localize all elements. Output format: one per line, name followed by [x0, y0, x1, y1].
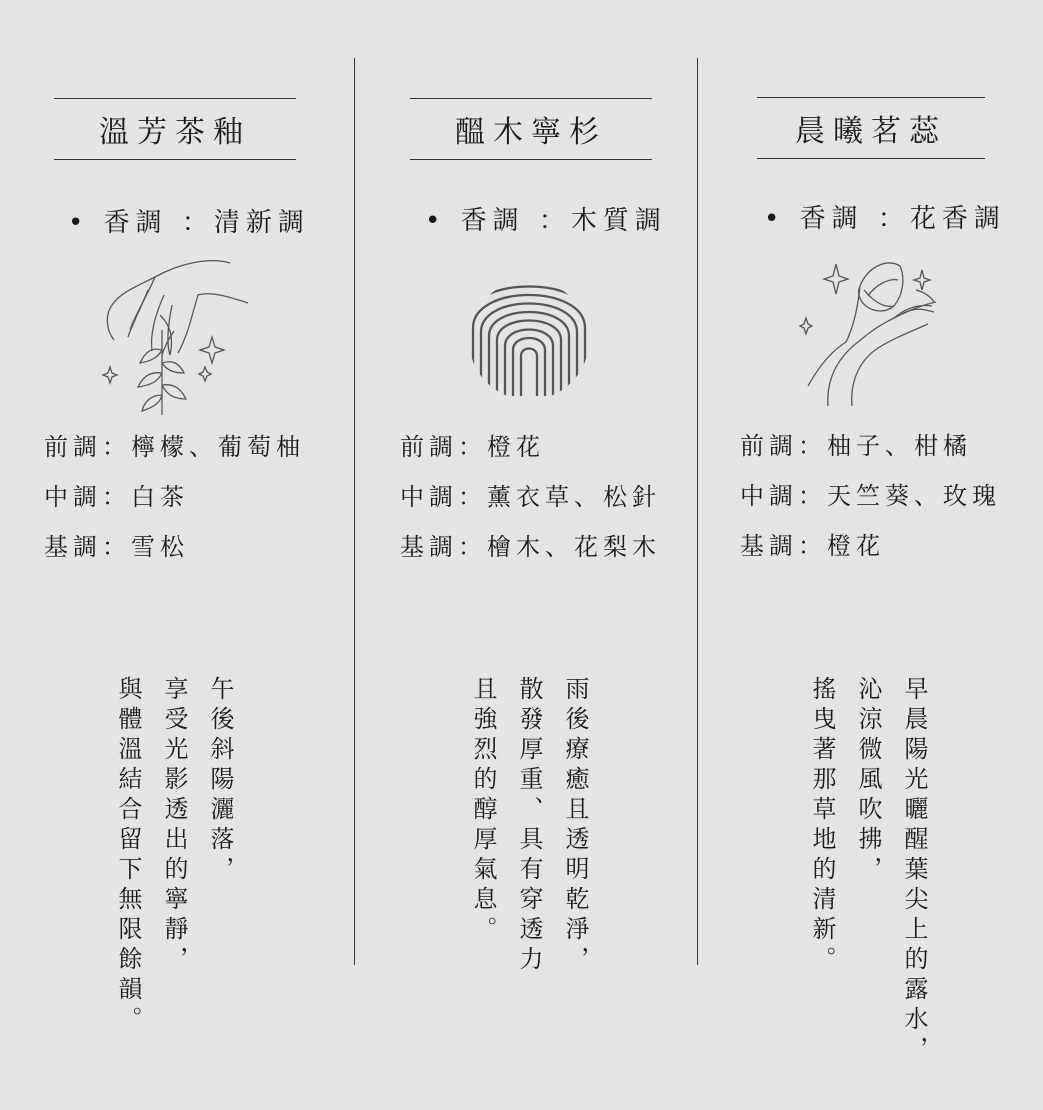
- base-note: 基調：檜木、花梨木: [400, 533, 661, 561]
- poem-line: 早晨陽光曬醒葉尖上的露水，: [900, 676, 928, 1066]
- title-box: [757, 97, 985, 159]
- title-box: [410, 98, 652, 160]
- poem-line: 沁涼微風吹拂，: [854, 676, 882, 886]
- top-note: 前調：橙花: [400, 433, 545, 461]
- hands-holding-flower-icon: [798, 256, 943, 411]
- notes-list: [740, 421, 1001, 571]
- base-note: 基調：橙花: [740, 532, 885, 560]
- middle-note: 中調：天竺葵、玫瑰: [740, 482, 1001, 510]
- perfume-column-1: [0, 0, 354, 1110]
- poem-line: 散發厚重、具有穿透力: [515, 676, 543, 976]
- fragrance-type: • 香調 ：花香調: [764, 204, 1006, 234]
- poem-line: 搖曳著那草地的清新。: [808, 676, 836, 976]
- hand-with-lavender-icon: [100, 255, 255, 420]
- perfume-title: 溫芳茶釉: [99, 115, 251, 150]
- perfume-column-2: [355, 0, 697, 1110]
- base-note: 基調：雪松: [44, 533, 189, 561]
- title-box: [54, 98, 296, 160]
- fragrance-type: • 香調 ：木質調: [425, 206, 667, 236]
- poem-line: 雨後療癒且透明乾淨，: [561, 676, 589, 976]
- poem: [116, 676, 232, 1036]
- poem-line: 午後斜陽灑落，: [206, 676, 234, 886]
- perfume-title: 醞木寧杉: [455, 115, 607, 150]
- poem-line: 與體溫結合留下無限餘韻。: [114, 676, 142, 1036]
- perfume-title: 晨曦茗蕊: [795, 114, 947, 149]
- middle-note: 中調：薰衣草、松針: [400, 483, 661, 511]
- top-note: 前調：檸檬、葡萄柚: [44, 433, 305, 461]
- notes-list: [400, 422, 661, 572]
- tree-rings-icon: [467, 278, 592, 403]
- poem-line: 享受光影透出的寧靜，: [160, 676, 188, 976]
- notes-list: [44, 422, 305, 572]
- poem-line: 且強烈的醇厚氣息。: [469, 676, 497, 946]
- perfume-column-3: [698, 0, 1043, 1110]
- middle-note: 中調：白茶: [44, 483, 189, 511]
- top-note: 前調：柚子、柑橘: [740, 432, 972, 460]
- poem: [810, 676, 926, 1066]
- fragrance-type: • 香調 ：清新調: [68, 208, 310, 238]
- poem: [471, 676, 587, 976]
